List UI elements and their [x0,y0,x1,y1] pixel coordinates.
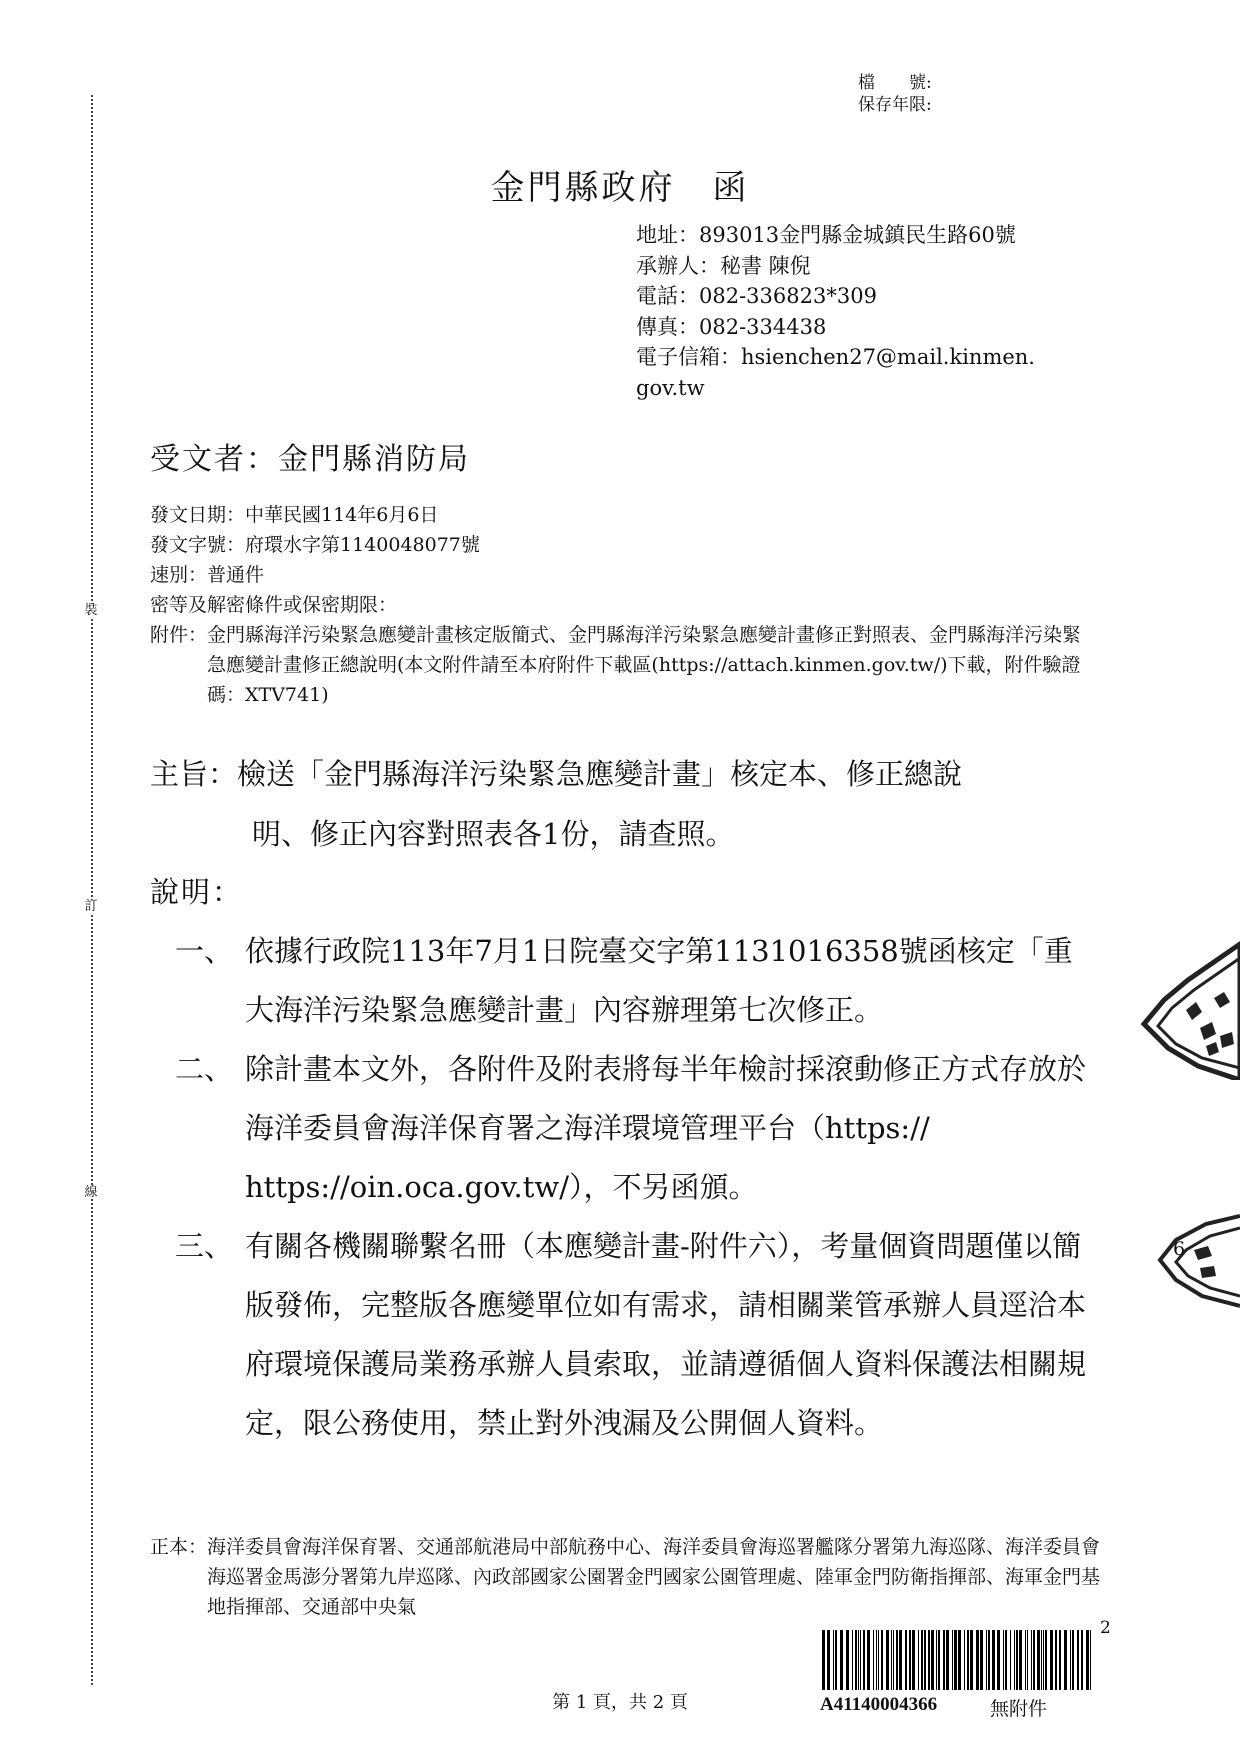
subject [150,744,1100,864]
barcode-bar [918,1630,919,1690]
barcode-bar [893,1630,894,1690]
barcode-bar [946,1630,949,1690]
list-item [175,1040,1095,1217]
barcode-bar [876,1630,877,1690]
archive-info [858,72,932,116]
barcode-bar [873,1630,874,1690]
barcode-bar [1045,1630,1047,1690]
barcode-bar [858,1630,859,1690]
barcode-bar [1003,1630,1004,1690]
barcode-bar [997,1630,1000,1690]
item-text: 有關各機關聯繫名冊（本應變計畫-附件六），考量個資問題僅以簡版發佈，完整版各應變單位如有需求，請相關業管承辦人員逕洽本府環境保護局業務承辦人員索取，並請遵循個人資料保護法相關規定，限公務使用，禁止對外洩漏及公開個人資料。 [245,1229,1087,1440]
barcode-bar [1005,1630,1007,1690]
barcode-bar [860,1630,861,1690]
barcode-bar [936,1630,937,1690]
attachment-text: 金門縣海洋污染緊急應變計畫核定版簡式、金門縣海洋污染緊急應變計畫修正對照表、金門縣海洋污染緊急應變計畫修正總說明(本文附件請至本府附件下載區(https://attach.kinmen.gov.tw/)下載，附件驗證碼：XTV741) [207,624,1082,706]
barcode-bar [840,1630,843,1690]
retention-period-label: 保存年限: [858,95,932,115]
barcode-bar [970,1630,973,1690]
stamp-number: 6 [1173,1238,1186,1260]
document-title: 金門縣政府 函 [490,168,750,208]
barcode-bar [852,1630,853,1690]
barcode-bar [952,1630,953,1690]
barcode-bar [1072,1630,1074,1690]
barcode-bar [1050,1630,1053,1690]
sender-info [636,220,1076,403]
item-text: 依據行政院113年7月1日院臺交字第1131016358號函核定「重大海洋污染緊急應變計畫」內容辦理第七次修正。 [245,934,1073,1027]
barcode-bar [886,1630,889,1690]
barcode-bar [833,1630,834,1690]
barcode-bar [896,1630,898,1690]
attachment-label: 附件： [150,624,208,646]
barcode-bar [1027,1630,1028,1690]
barcode-bar [822,1630,825,1690]
barcode-bar [899,1630,902,1690]
cc-label: 正本： [150,1536,208,1558]
barcode-bar [1016,1630,1018,1690]
barcode-bar [1059,1630,1061,1690]
barcode-bar [909,1630,911,1690]
explanation-list [175,922,1095,1453]
no-attachment-note: 無附件 [990,1698,1048,1720]
binding-margin-line [91,95,93,1685]
barcode-bar [1033,1630,1035,1690]
sender-contact: 承辦人：秘書 陳倪 [636,253,811,278]
barcode-number: A41140004366 [820,1694,938,1715]
barcode-bar [1025,1630,1026,1690]
barcode-bar [980,1630,983,1690]
file-number-label: 檔 號: [858,73,932,93]
barcode-bar [1090,1630,1091,1690]
sheet-number: 2 [1100,1618,1111,1638]
barcode-bar [1064,1630,1067,1690]
page-number: 第 1 頁，共 2 頁 [552,1692,688,1713]
barcode-bar [931,1630,934,1690]
barcode-bar [1077,1630,1079,1690]
explanation-heading: 說明： [150,875,244,909]
list-item [175,1217,1095,1453]
barcode-bar [1019,1630,1022,1690]
recipient: 受文者：金門縣消防局 [150,442,470,477]
barcode-bar [1043,1630,1044,1690]
seal-stamp-fragment [1156,1210,1240,1310]
barcode-bar [855,1630,857,1690]
delivery-speed: 速別：普通件 [150,564,265,586]
barcode-bar [1070,1630,1071,1690]
issue-date: 發文日期：中華民國114年6月6日 [150,504,439,526]
item-number: 二、 [175,1052,234,1086]
barcode-bar [1081,1630,1083,1690]
cc-recipients: 海洋委員會海洋保育署、交通部航港局中部航務中心、海洋委員會海巡署艦隊分署第九海巡隊、海洋委員會海巡署金馬澎分署第九岸巡隊、內政部國家公園署金門國家公園管理處、陸軍金門防衛指揮部、海軍金門基地指揮部、交通部中央氣 [207,1536,1101,1618]
carbon-copy [150,1532,1110,1622]
barcode [820,1630,1098,1690]
barcode-bar [1086,1630,1089,1690]
barcode-bar [958,1630,961,1690]
document-number: 發文字號：府環水字第1140048077號 [150,534,480,556]
subject-line2: 明、修正內容對照表各1份，請查照。 [252,817,735,851]
barcode-bar [954,1630,957,1690]
binding-mark-ding: 訂 [84,899,98,914]
barcode-bar [891,1630,892,1690]
barcode-bar [835,1630,837,1690]
barcode-bar [1010,1630,1011,1690]
barcode-bar [967,1630,969,1690]
barcode-bar [905,1630,907,1690]
barcode-bar [846,1630,849,1690]
barcode-bar [878,1630,879,1690]
barcode-bar [992,1630,995,1690]
official-seal-stamp [1128,940,1240,1080]
barcode-bar [1041,1630,1042,1690]
item-number: 三、 [175,1229,234,1263]
barcode-bar [1031,1630,1032,1690]
sender-phone: 電話：082-336823*309 [636,284,877,308]
barcode-bar [976,1630,979,1690]
binding-mark-xian: 線 [84,1185,98,1200]
barcode-bar [1037,1630,1040,1690]
barcode-bar [943,1630,945,1690]
barcode-bar [921,1630,923,1690]
barcode-bar [827,1630,830,1690]
secrecy-level: 密等及解密條件或保密期限： [150,594,398,616]
sender-address: 地址：893013金門縣金城鎮民生路60號 [636,223,1016,247]
item-number: 一、 [175,934,234,968]
item-text: 除計畫本文外，各附件及附表將每半年檢討採滾動修正方式存放於海洋委員會海洋保育署之海洋環境管理平台（https:// https://oin.oca.gov.tw/），不另函頒。 [245,1052,1087,1204]
barcode-bar [867,1630,870,1690]
barcode-bar [881,1630,883,1690]
attachment-row [150,620,1087,710]
barcode-bar [863,1630,865,1690]
barcode-bar [988,1630,990,1690]
barcode-bar [1014,1630,1015,1690]
binding-mark-zhuang: 裝 [84,603,98,618]
barcode-bar [964,1630,965,1690]
barcode-bar [924,1630,926,1690]
barcode-bar [986,1630,987,1690]
sender-fax: 傳真：082-334438 [636,314,827,339]
document-meta [150,500,1087,710]
barcode-bar [928,1630,930,1690]
sender-email-line1: 電子信箱：hsienchen27@mail.kinmen. [636,345,1035,369]
subject-line1: 主旨：檢送「金門縣海洋污染緊急應變計畫」核定本、修正總說 [150,757,963,791]
sender-email-line2: gov.tw [636,375,705,400]
barcode-bar [912,1630,915,1690]
barcode-bar [1055,1630,1057,1690]
list-item [175,922,1095,1040]
barcode-bar [938,1630,940,1690]
